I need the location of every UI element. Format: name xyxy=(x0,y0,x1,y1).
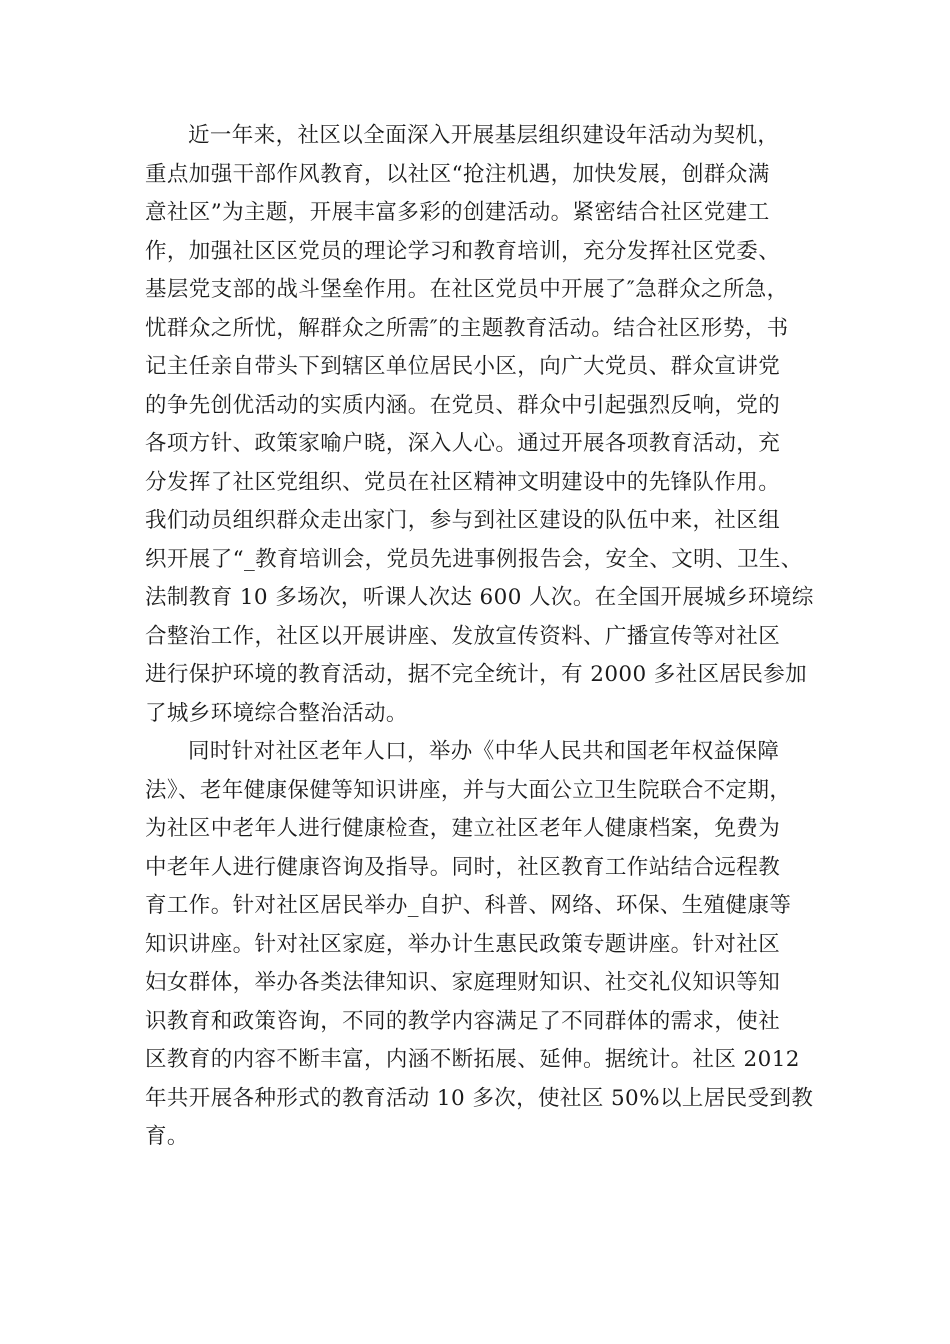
text-line: 育工作。针对社区居民举办_自护、科普、网络、环保、生殖健康等 xyxy=(145,893,792,918)
document-body xyxy=(145,117,825,1157)
text-line: 了城乡环境综合整治活动。 xyxy=(145,700,408,726)
text-line: 进行保护环境的教育活动，据不完全统计，有 2000 多社区居民参加 xyxy=(145,662,808,687)
paragraph-1 xyxy=(145,117,825,733)
text-line: 年共开展各种形式的教育活动 10 多次，使社区 50%以上居民受到教 xyxy=(145,1085,814,1111)
text-line: 育。 xyxy=(145,1124,189,1149)
text-line: 知识讲座。针对社区家庭，举办计生惠民政策专题讲座。针对社区 xyxy=(145,931,781,957)
text-line: 妇女群体，举办各类法律知识、家庭理财知识、社交礼仪知识等知 xyxy=(145,970,781,995)
text-line: 近一年来，社区以全面深入开展基层组织建设年活动为契机， xyxy=(188,123,780,148)
text-line: 重点加强干部作风教育，以社区“抢注机遇，加快发展，创群众满 xyxy=(145,161,770,187)
text-line: 记主任亲自带头下到辖区单位居民小区，向广大党员、群众宣讲党 xyxy=(145,354,781,379)
text-line: 织开展了“_教育培训会，党员先进事例报告会，安全、文明、卫生、 xyxy=(145,546,803,572)
text-line: 为社区中老年人进行健康检查，建立社区老年人健康档案，免费为 xyxy=(145,816,781,841)
text-line: 区教育的内容不断丰富，内涵不断拓展、延伸。据统计。社区 2012 xyxy=(145,1047,800,1072)
text-line: 基层党支部的战斗堡垒作用。在社区党员中开展了″急群众之所急， xyxy=(145,277,789,302)
text-line: 作，加强社区区党员的理论学习和教育培训，充分发挥社区党委、 xyxy=(145,238,781,264)
text-line: 法制教育 10 多场次，听课人次达 600 人次。在全国开展城乡环境综 xyxy=(145,585,814,610)
text-line: 法》、老年健康保健等知识讲座，并与大面公立卫生院联合不定期， xyxy=(145,777,792,803)
text-line: 我们动员组织群众走出家门，参与到社区建设的队伍中来，社区组 xyxy=(145,508,781,533)
text-line: 分发挥了社区党组织、党员在社区精神文明建设中的先锋队作用。 xyxy=(145,469,781,495)
text-line: 的争先创优活动的实质内涵。在党员、群众中引起强烈反响，党的 xyxy=(145,392,781,418)
text-line: 识教育和政策咨询，不同的教学内容满足了不同群体的需求，使社 xyxy=(145,1008,781,1034)
paragraph-2 xyxy=(145,733,825,1157)
text-line: 中老年人进行健康咨询及指导。同时，社区教育工作站结合远程教 xyxy=(145,854,781,880)
text-line: 忧群众之所忧，解群众之所需″的主题教育活动。结合社区形势，书 xyxy=(145,315,789,341)
text-line: 各项方针、政策家喻户晓，深入人心。通过开展各项教育活动，充 xyxy=(145,431,781,456)
text-line: 合整治工作，社区以开展讲座、发放宣传资料、广播宣传等对社区 xyxy=(145,623,781,649)
text-line: 意社区”为主题，开展丰富多彩的创建活动。紧密结合社区党建工 xyxy=(145,200,770,225)
text-line: 同时针对社区老年人口，举办《中华人民共和国老年权益保障 xyxy=(188,739,780,764)
